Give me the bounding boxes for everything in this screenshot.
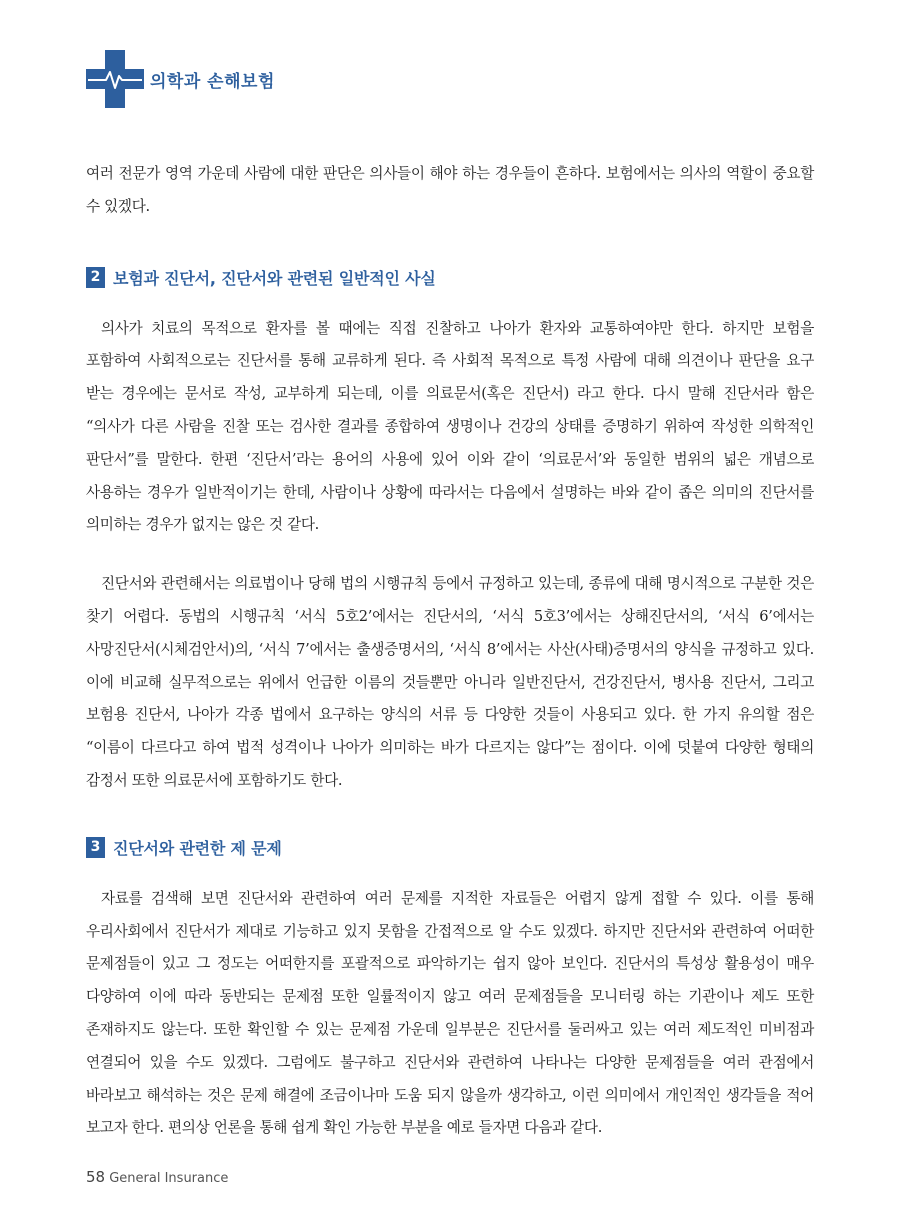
section-number-badge: 3: [86, 837, 105, 858]
section-title: 진단서와 관련한 제 문제: [113, 838, 282, 858]
page-header: [86, 50, 275, 108]
medical-cross-heartbeat-icon: [86, 50, 144, 108]
page-number: 58: [86, 1168, 106, 1186]
intro-paragraph: 여러 전문가 영역 가운데 사람에 대한 판단은 의사들이 해야 하는 경우들이 흔하다. 보험에서는 의사의 역할이 중요할 수 있겠다.: [86, 165, 814, 215]
section-3-heading: [86, 836, 814, 859]
section-number-badge: 2: [86, 267, 105, 288]
header-title: 의학과 손해보험: [150, 71, 275, 92]
section-2-paragraph-2: 진단서와 관련해서는 의료법이나 당해 법의 시행규칙 등에서 규정하고 있는데, 종류에 대해 명시적으로 구분한 것은 찾기 어렵다. 동법의 시행규칙 ‘서식 5호2’에서는 진단서의, ‘서식 5호3’에서는 상해진단서의, ‘서식 6’에서는 사망진단서(시체검안서)의, ‘서식 7’에서는 출생증명서의, ‘서식 8’에서는 사산(사태)증명서의 양식을 규정하고 있다. 이에 비교해 실무적으로는 위에서 언급한 이름의 것들뿐만 아니라 일반진단서, 건강진단서, 병사용 진단서, 그리고 보험용 진단서, 나아가 각종 법에서 요구하는 양식의 서류 등 다양한 것들이 사용되고 있다. 한 가지 유의할 점은 “이름이 다르다고 하여 법적 성격이나 나아가 의미하는 바가 다르지는 않다”는 점이다. 이에 덧붙여 다양한 형태의 감정서 또한 의료문서에 포함하기도 한다.: [86, 575, 814, 789]
publication-name: General Insurance: [109, 1171, 229, 1186]
section-title: 보험과 진단서, 진단서와 관련된 일반적인 사실: [113, 268, 436, 288]
article-body: [86, 158, 814, 1145]
section-2-paragraph-1: 의사가 치료의 목적으로 환자를 볼 때에는 직접 진찰하고 나아가 환자와 교통하여야만 한다. 하지만 보험을 포함하여 사회적으로는 진단서를 통해 교류하게 된다. 즉 사회적 목적으로 특정 사람에 대해 의견이나 판단을 요구 받는 경우에는 문서로 작성, 교부하게 되는데, 이를 의료문서(혹은 진단서) 라고 한다. 다시 말해 진단서라 함은 “의사가 다른 사람을 진찰 또는 검사한 결과를 종합하여 생명이나 건강의 상태를 증명하기 위하여 작성한 의학적인 판단서”를 말한다. 한편 ‘진단서’라는 용어의 사용에 있어 이와 같이 ‘의료문서’와 동일한 범위의 넓은 개념으로 사용하는 경우가 일반적이기는 한데, 사람이나 상황에 따라서는 다음에서 설명하는 바와 같이 좁은 의미의 진단서를 의미하는 경우가 없지는 않은 것 같다.: [86, 319, 814, 534]
page-footer: [86, 1168, 228, 1186]
section-2-heading: [86, 266, 814, 289]
section-3-paragraph-1: 자료를 검색해 보면 진단서와 관련하여 여러 문제를 지적한 자료들은 어렵지 않게 접할 수 있다. 이를 통해 우리사회에서 진단서가 제대로 기능하고 있지 못함을 간접적으로 알 수도 있겠다. 하지만 진단서와 관련하여 어떠한 문제점들이 있고 그 정도는 어떠한지를 포괄적으로 파악하기는 쉽지 않아 보인다. 진단서의 특성상 활용성이 매우 다양하여 이에 따라 동반되는 문제점 또한 일률적이지 않고 여러 문제점들을 모니터링 하는 기관이나 제도 또한 존재하지도 않는다. 또한 확인할 수 있는 문제점 가운데 일부분은 진단서를 둘러싸고 있는 여러 제도적인 미비점과 연결되어 있을 수도 있겠다. 그럼에도 불구하고 진단서와 관련하여 나타나는 다양한 문제점들을 여러 관점에서 바라보고 해석하는 것은 문제 해결에 조금이나마 도움 되지 않을까 생각하고, 이런 의미에서 개인적인 생각들을 적어 보고자 한다. 편의상 언론을 통해 쉽게 확인 가능한 부분을 예로 들자면 다음과 같다.: [86, 889, 814, 1137]
